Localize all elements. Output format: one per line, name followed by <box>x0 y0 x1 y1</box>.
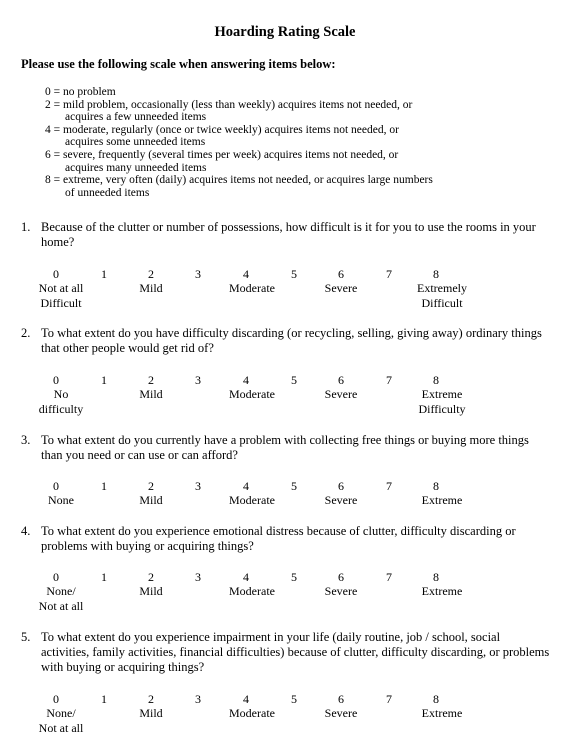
instructions-heading: Please use the following scale when answering items below: <box>21 57 336 71</box>
scale-option-2[interactable]: 2 <box>148 570 154 584</box>
scale-option-5[interactable]: 5 <box>291 692 297 706</box>
scale-option-0[interactable]: 0 <box>53 479 59 493</box>
scale-option-6[interactable]: 6 <box>338 267 344 281</box>
legend-item-text: 6 = severe, frequently (several times per week) acquires items not needed, or <box>45 148 399 161</box>
scale-option-8[interactable]: 8 <box>433 570 439 584</box>
scale-anchor-label: Moderate <box>229 584 275 598</box>
question-5 <box>21 630 551 675</box>
scale-anchor-label: Extreme <box>421 584 463 598</box>
scale-option-2[interactable]: 2 <box>148 373 154 387</box>
scale-anchor-label: Mild <box>139 706 163 720</box>
scale-option-0[interactable]: 0 <box>53 692 59 706</box>
question-number: 2. <box>21 326 31 340</box>
legend-item-continuation: acquires many unneeded items <box>65 161 207 174</box>
scale-anchor-label: None <box>48 493 74 507</box>
scale-option-8[interactable]: 8 <box>433 267 439 281</box>
scale-option-5[interactable]: 5 <box>291 267 297 281</box>
question-text: To what extent do you experience emotional distress because of clutter, difficulty discarding or problems with buying or acquiring things? <box>41 524 516 553</box>
question-number: 3. <box>21 433 31 447</box>
question-number: 1. <box>21 220 31 234</box>
scale-option-6[interactable]: 6 <box>338 373 344 387</box>
question-3 <box>21 433 551 463</box>
legend-item-text: 4 = moderate, regularly (once or twice weekly) acquires items not needed, or <box>45 123 399 136</box>
scale-anchor-label: Severe <box>324 493 358 507</box>
scale-anchor-label: None/ Not at all <box>38 706 84 735</box>
legend-item-6 <box>45 149 433 174</box>
question-number: 5. <box>21 630 31 644</box>
scale-option-0[interactable]: 0 <box>53 267 59 281</box>
scale-option-2[interactable]: 2 <box>148 692 154 706</box>
scale-anchor-label: Moderate <box>229 387 275 401</box>
scale-anchor-label: Extreme Difficulty <box>418 387 466 416</box>
scale-anchor-label: Severe <box>324 387 358 401</box>
scale-option-4[interactable]: 4 <box>243 570 249 584</box>
scale-anchor-label: Extremely Difficult <box>417 281 467 310</box>
scale-option-3[interactable]: 3 <box>195 479 201 493</box>
scale-option-4[interactable]: 4 <box>243 692 249 706</box>
scale-anchor-label: Mild <box>139 281 163 295</box>
scale-anchor-label: None/ Not at all <box>38 584 84 613</box>
scale-option-1[interactable]: 1 <box>101 692 107 706</box>
legend-item-4 <box>45 124 433 149</box>
legend-item-text: 0 = no problem <box>45 86 116 98</box>
scale-option-6[interactable]: 6 <box>338 479 344 493</box>
question-4 <box>21 524 551 554</box>
scale-option-4[interactable]: 4 <box>243 479 249 493</box>
scale-option-1[interactable]: 1 <box>101 570 107 584</box>
scale-legend <box>45 86 433 199</box>
legend-item-text: 8 = extreme, very often (daily) acquires items not needed, or acquires large numbers <box>45 174 433 187</box>
question-2 <box>21 326 551 356</box>
scale-anchor-label: Extreme <box>421 706 463 720</box>
scale-anchor-label: Moderate <box>229 493 275 507</box>
legend-item-continuation: acquires a few unneeded items <box>65 111 207 124</box>
scale-option-7[interactable]: 7 <box>386 267 392 281</box>
scale-option-7[interactable]: 7 <box>386 479 392 493</box>
scale-option-5[interactable]: 5 <box>291 373 297 387</box>
scale-anchor-label: Moderate <box>229 281 275 295</box>
scale-option-6[interactable]: 6 <box>338 692 344 706</box>
question-1 <box>21 220 551 250</box>
scale-anchor-label: Mild <box>139 584 163 598</box>
scale-option-3[interactable]: 3 <box>195 570 201 584</box>
scale-option-1[interactable]: 1 <box>101 479 107 493</box>
scale-option-8[interactable]: 8 <box>433 373 439 387</box>
scale-option-0[interactable]: 0 <box>53 570 59 584</box>
scale-anchor-label: Extreme <box>421 493 463 507</box>
question-text: To what extent do you have difficulty discarding (or recycling, selling, giving away) ordinary things that other people would get rid of? <box>41 326 542 355</box>
scale-option-2[interactable]: 2 <box>148 479 154 493</box>
scale-option-8[interactable]: 8 <box>433 692 439 706</box>
scale-anchor-label: Severe <box>324 706 358 720</box>
scale-option-7[interactable]: 7 <box>386 692 392 706</box>
scale-option-2[interactable]: 2 <box>148 267 154 281</box>
page-title: Hoarding Rating Scale <box>214 24 356 40</box>
legend-item-continuation: acquires some unneeded items <box>65 136 206 149</box>
question-text: To what extent do you currently have a problem with collecting free things or buying more things than you need or can use or can afford? <box>41 433 529 462</box>
scale-option-8[interactable]: 8 <box>433 479 439 493</box>
question-number: 4. <box>21 524 31 538</box>
scale-option-1[interactable]: 1 <box>101 267 107 281</box>
scale-option-3[interactable]: 3 <box>195 267 201 281</box>
legend-item-continuation: of unneeded items <box>65 186 150 199</box>
scale-option-5[interactable]: 5 <box>291 479 297 493</box>
legend-item-2 <box>45 99 433 124</box>
scale-option-6[interactable]: 6 <box>338 570 344 584</box>
scale-anchor-label: Mild <box>139 387 163 401</box>
scale-anchor-label: Mild <box>139 493 163 507</box>
scale-anchor-label: Not at all Difficult <box>38 281 84 310</box>
legend-item-0 <box>45 86 433 99</box>
scale-anchor-label: No difficulty <box>38 387 84 416</box>
scale-anchor-label: Severe <box>324 584 358 598</box>
scale-anchor-label: Severe <box>324 281 358 295</box>
scale-option-0[interactable]: 0 <box>53 373 59 387</box>
scale-option-7[interactable]: 7 <box>386 570 392 584</box>
scale-option-3[interactable]: 3 <box>195 373 201 387</box>
scale-option-5[interactable]: 5 <box>291 570 297 584</box>
scale-option-4[interactable]: 4 <box>243 267 249 281</box>
question-text: Because of the clutter or number of possessions, how difficult is it for you to use the rooms in your home? <box>41 220 536 249</box>
scale-anchor-label: Moderate <box>229 706 275 720</box>
legend-item-8 <box>45 174 433 199</box>
legend-item-text: 2 = mild problem, occasionally (less than weekly) acquires items not needed, or <box>45 98 413 111</box>
scale-option-1[interactable]: 1 <box>101 373 107 387</box>
scale-option-4[interactable]: 4 <box>243 373 249 387</box>
scale-option-3[interactable]: 3 <box>195 692 201 706</box>
question-text: To what extent do you experience impairment in your life (daily routine, job / school, social activities, family activities, financial difficulties) because of clutter, difficulty discarding, or problems with buying or acquiring things? <box>41 630 550 674</box>
scale-option-7[interactable]: 7 <box>386 373 392 387</box>
